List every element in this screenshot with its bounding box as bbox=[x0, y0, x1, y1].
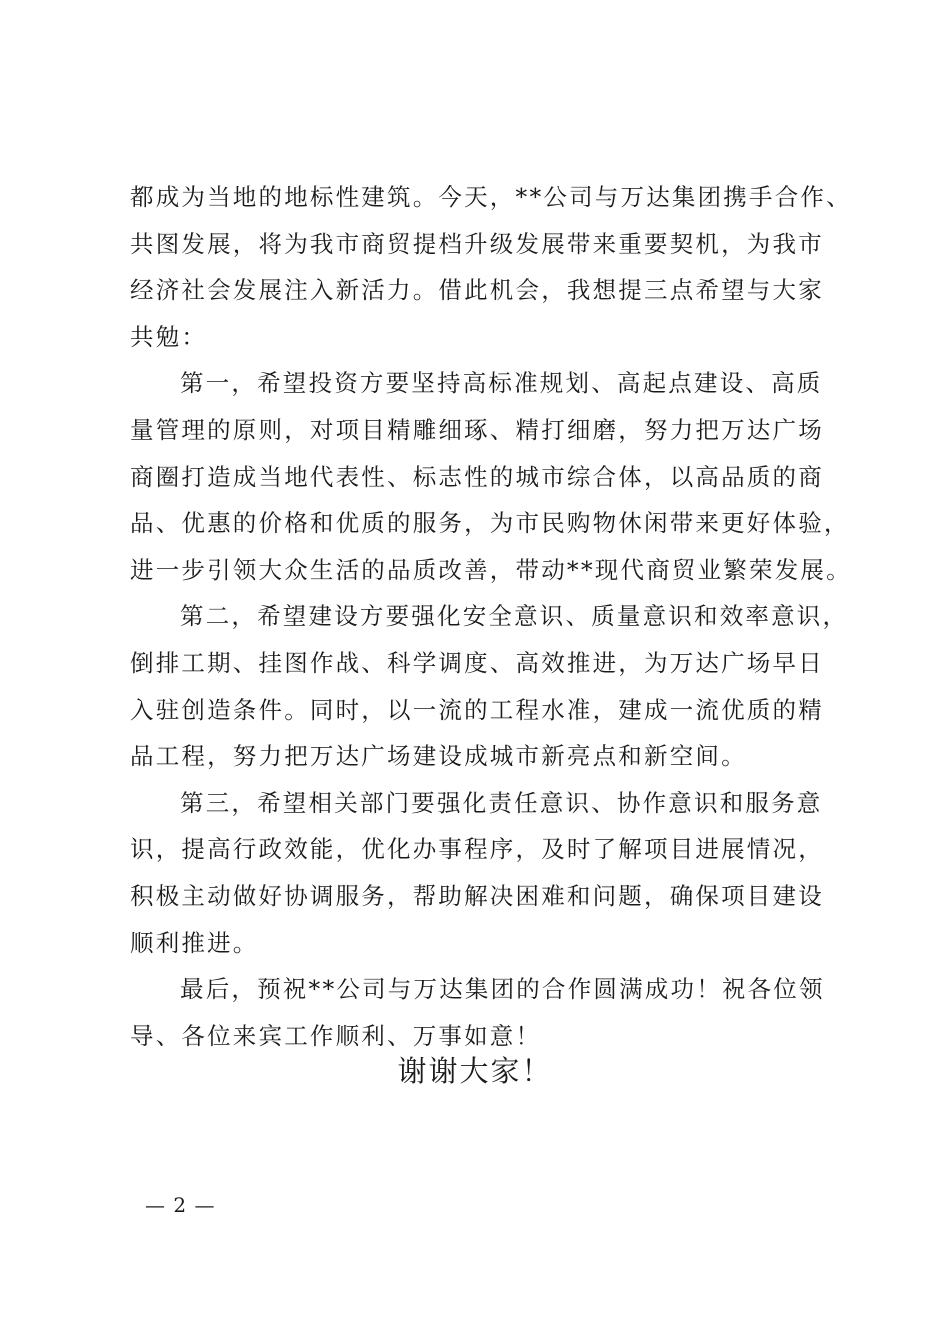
text-line: 入驻创造条件。同时，以一流的工程水准，建成一流优质的精 bbox=[130, 695, 824, 724]
page-number: — 2 — bbox=[145, 1193, 216, 1217]
text-line: 倒排工期、挂图作战、科学调度、高效推进，为万达广场早日 bbox=[130, 648, 824, 677]
paragraph-first-hope bbox=[130, 360, 852, 593]
text-line: 商圈打造成当地代表性、标志性的城市综合体，以高品质的商 bbox=[130, 462, 824, 491]
text-line: 经济社会发展注入新活力。借此机会，我想提三点希望与大家 bbox=[130, 276, 824, 305]
text-line: 导、各位来宾工作顺利、万事如意！ bbox=[130, 1021, 542, 1050]
text-line: 品工程，努力把万达广场建设成城市新亮点和新空间。 bbox=[130, 742, 747, 771]
paragraph-final-wishes bbox=[130, 966, 825, 1059]
text-line: 共勉： bbox=[130, 322, 208, 351]
paragraph-second-hope bbox=[130, 593, 849, 779]
text-line: 量管理的原则，对项目精雕细琢、精打细磨，努力把万达广场 bbox=[130, 415, 824, 444]
text-line: 最后，预祝**公司与万达集团的合作圆满成功！祝各位领 bbox=[180, 975, 825, 1004]
closing-thanks: 谢谢大家！ bbox=[397, 1054, 553, 1088]
text-line: 都成为当地的地标性建筑。今天，**公司与万达集团携手合作、 bbox=[130, 183, 852, 211]
text-line: 识，提高行政效能，优化办事程序，及时了解项目进展情况， bbox=[130, 835, 824, 864]
text-line: 顺利推进。 bbox=[130, 928, 259, 957]
text-line: 第三，希望相关部门要强化责任意识、协作意识和服务意 bbox=[180, 788, 823, 817]
paragraph-intro bbox=[130, 174, 852, 360]
paragraph-third-hope bbox=[130, 780, 824, 966]
text-line: 共图发展，将为我市商贸提档升级发展带来重要契机，为我市 bbox=[130, 229, 824, 258]
document-body bbox=[130, 174, 852, 1059]
text-line: 进一步引领大众生活的品质改善，带动**现代商贸业繁荣发展。 bbox=[130, 555, 852, 584]
text-line: 品、优惠的价格和优质的服务，为市民购物休闲带来更好体验， bbox=[130, 509, 850, 538]
text-line: 第二，希望建设方要强化安全意识、质量意识和效率意识， bbox=[180, 602, 849, 631]
text-line: 第一，希望投资方要坚持高标准规划、高起点建设、高质 bbox=[180, 369, 823, 398]
text-line: 积极主动做好协调服务，帮助解决困难和问题，确保项目建设 bbox=[130, 881, 824, 910]
